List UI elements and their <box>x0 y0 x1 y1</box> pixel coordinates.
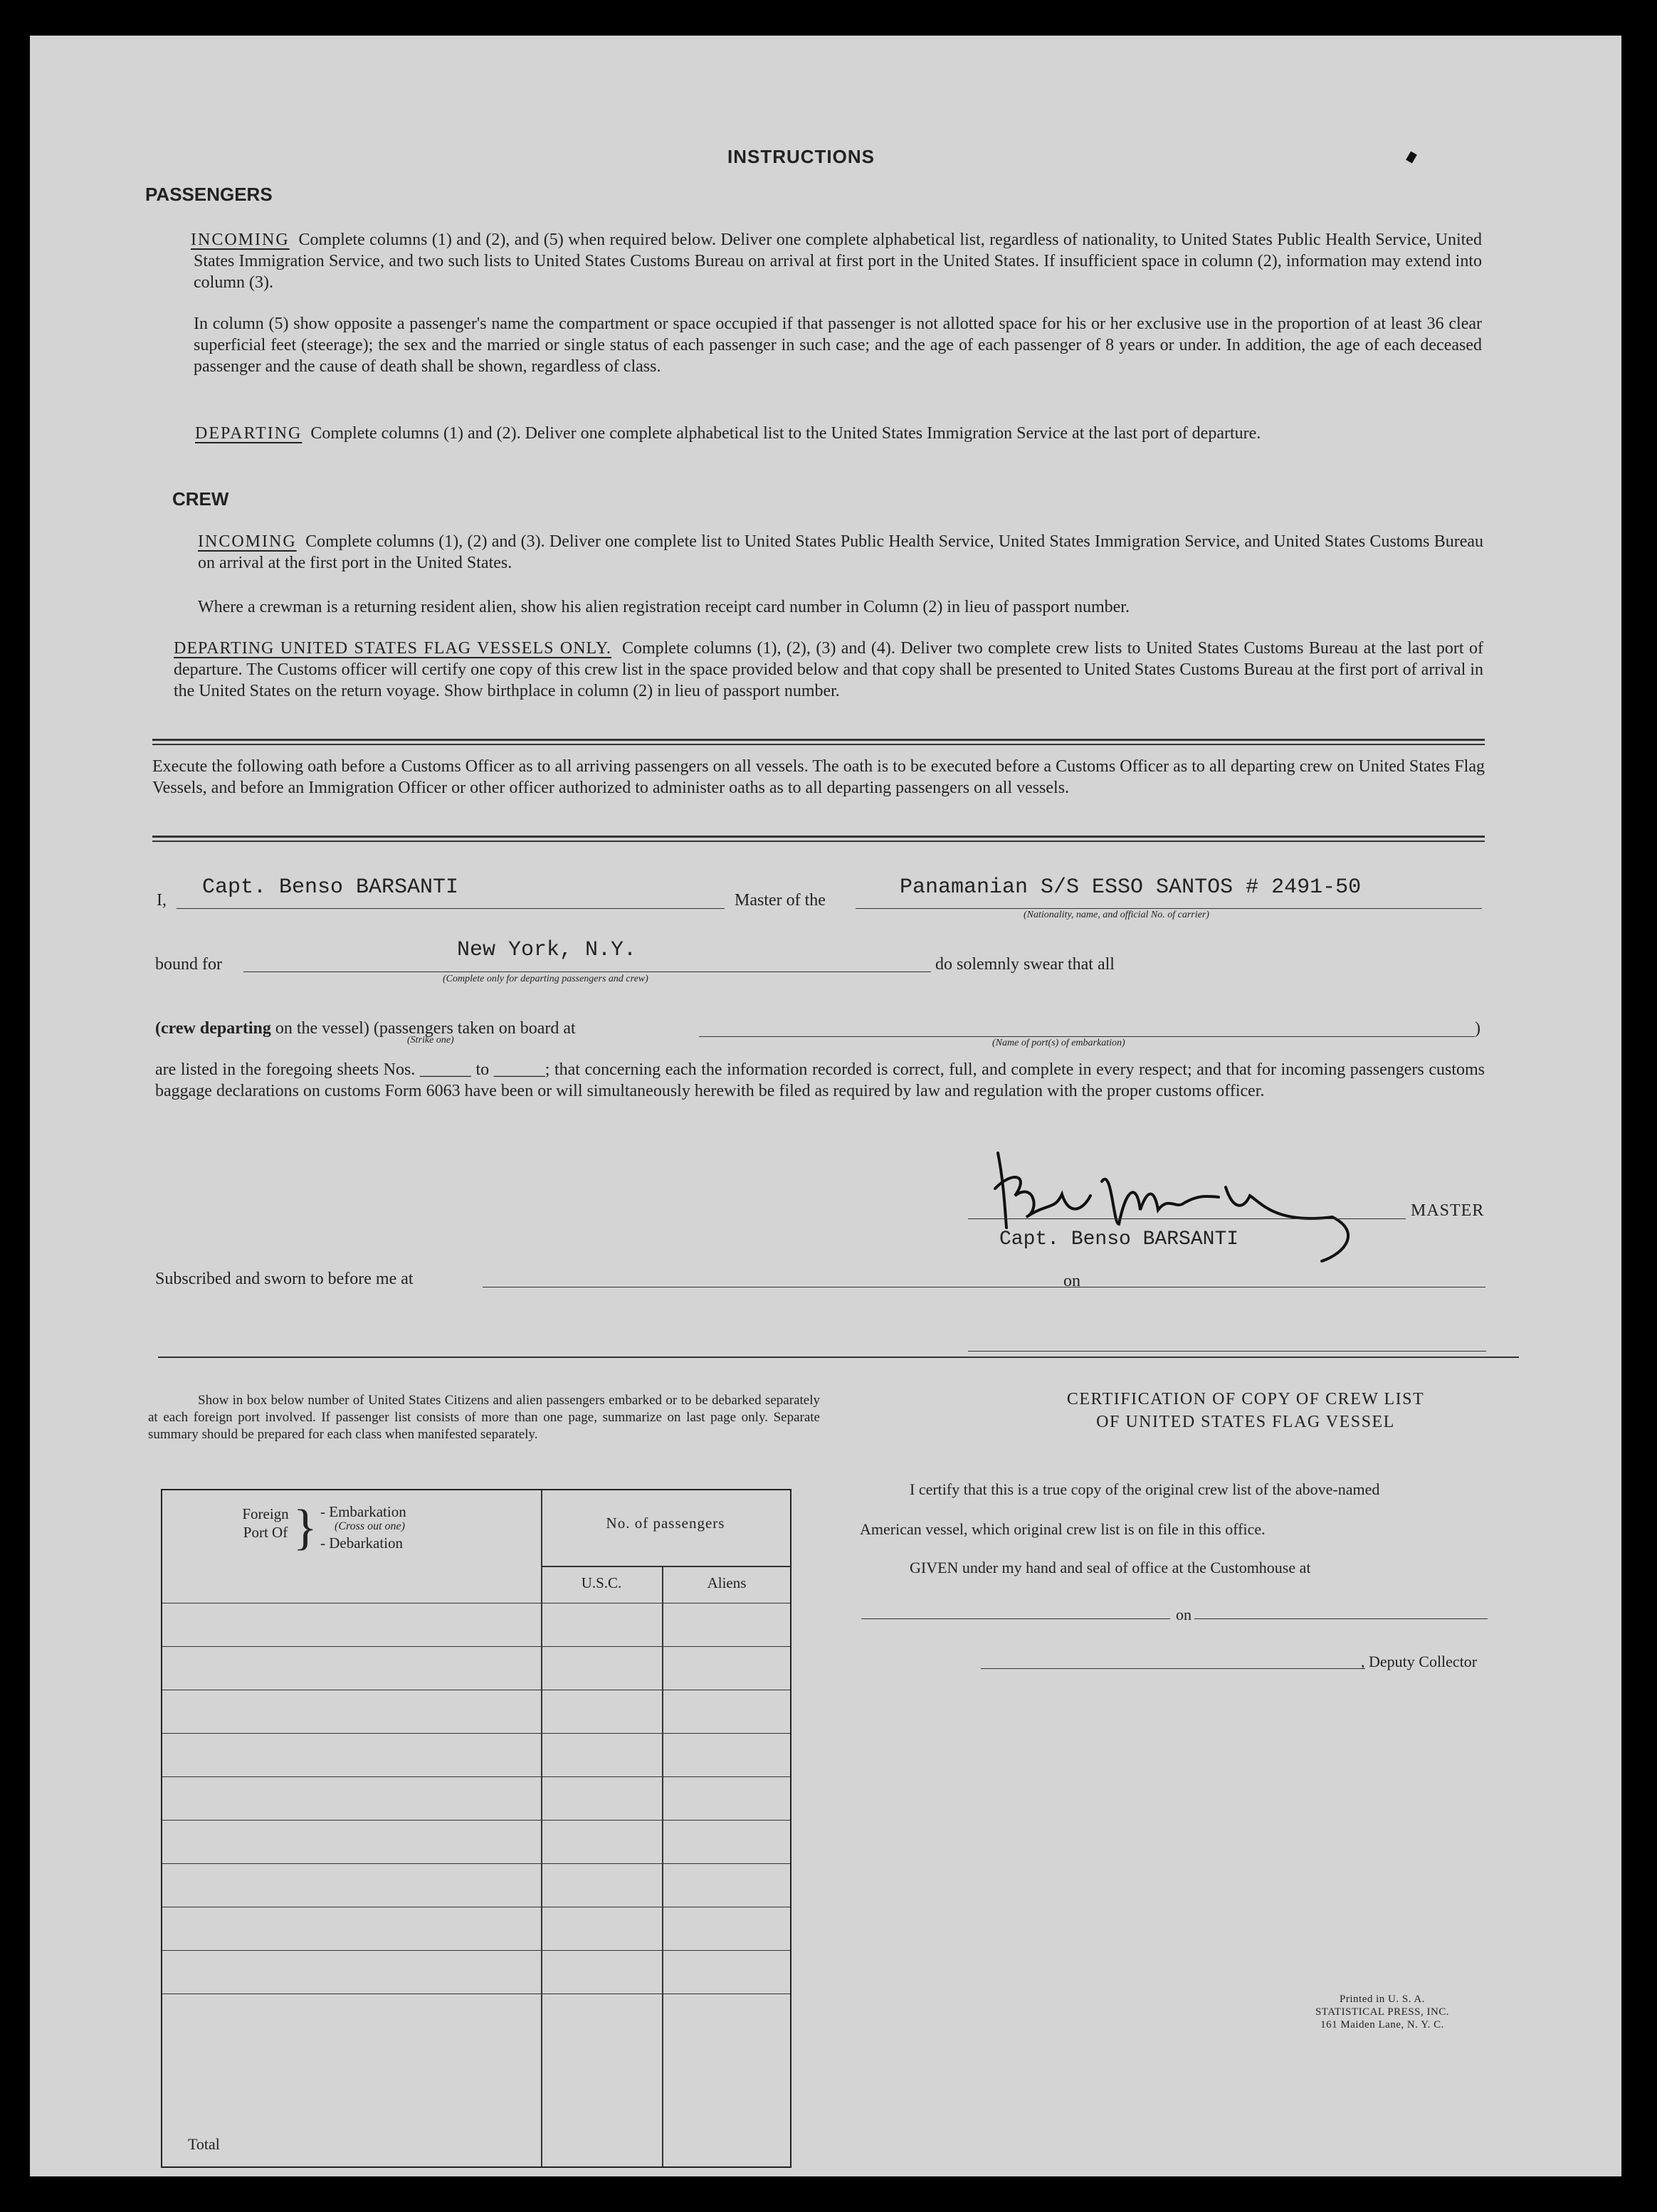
swear-label: do solemnly swear that all <box>935 955 1115 974</box>
debarkation-label: - Debarkation <box>320 1534 404 1552</box>
ports-caption: (Name of port(s) of embarkation) <box>992 1038 1125 1048</box>
summary-instructions: Show in box below number of United States Citizens and alien passengers embarked or to be debarked separately at each foreign port involved. If passenger list consists of more than one page, summarize on last page only. Separate summary should be prepared for each class when manifested separately. <box>148 1393 820 1442</box>
master-name-field[interactable]: Capt. Benso BARSANTI <box>202 875 459 900</box>
divider-oath-2 <box>152 841 1485 842</box>
certification-on-label: on <box>1176 1606 1192 1623</box>
passengers-departing-label: DEPARTING <box>195 424 303 443</box>
ports-line <box>699 1035 1475 1037</box>
cross-out-caption: (Cross out one) <box>335 1520 405 1532</box>
certification-heading-line2: OF UNITED STATES FLAG VESSEL <box>1096 1413 1395 1431</box>
vessel-field[interactable]: Panamanian S/S ESSO SANTOS # 2491-50 <box>900 875 1362 900</box>
crew-departing-paragraph <box>174 638 1483 702</box>
crew-departing-line <box>155 1018 576 1039</box>
divider-top <box>152 739 1485 741</box>
officer-signature-line[interactable] <box>968 1349 1486 1352</box>
table-row[interactable] <box>162 1776 790 1777</box>
divider-top-2 <box>152 744 1485 745</box>
strike-caption: (Strike one) <box>407 1035 454 1046</box>
crew-resident-paragraph: Where a crewman is a returning resident alien, show his alien registration receipt card number in Column (2) in lieu of passport number. <box>198 598 1130 616</box>
bound-for-field[interactable]: New York, N.Y. <box>457 938 637 962</box>
subscribed-date-line[interactable] <box>1083 1285 1485 1287</box>
passengers-incoming-label: INCOMING <box>191 231 290 249</box>
close-paren: ) <box>1475 1019 1480 1038</box>
embarkation-label: - Embarkation <box>320 1503 406 1520</box>
table-row[interactable] <box>162 1646 790 1647</box>
signature-typed-name: Capt. Benso BARSANTI <box>999 1228 1239 1250</box>
master-label: MASTER <box>1411 1201 1485 1220</box>
crew-incoming-paragraph <box>198 531 1483 574</box>
vessel-caption: (Nationality, name, and official No. of carrier) <box>1024 910 1209 920</box>
ink-mark <box>1406 151 1417 163</box>
instructions-title: INSTRUCTIONS <box>727 146 875 167</box>
certification-heading <box>890 1388 1601 1433</box>
certification-text1: I certify that this is a true copy of the original crew list of the above-named <box>910 1480 1380 1498</box>
bound-for-line <box>243 970 931 972</box>
printer-imprint <box>1240 1993 1525 2031</box>
foreign-port-label: Foreign Port Of <box>242 1505 289 1541</box>
deputy-signature-line[interactable] <box>981 1667 1365 1669</box>
printer-line2: STATISTICAL PRESS, INC. <box>1315 2006 1450 2018</box>
usc-header: U.S.C. <box>581 1574 622 1591</box>
aliens-header: Aliens <box>707 1574 747 1591</box>
passengers-departing-paragraph <box>195 423 1482 444</box>
deputy-collector-label: , Deputy Collector <box>1361 1653 1478 1670</box>
certification-text3: GIVEN under my hand and seal of office at the Customhouse at <box>910 1559 1311 1576</box>
listed-paragraph: are listed in the foregoing sheets Nos. ______ to ______; that concerning each the information recorded is correct, full, and complete in every respect; and that for incoming passengers customs baggage declarations on customs Form 6063 have been or will simultaneously herewith be filed as required by law and regulation with the proper customs officer. <box>155 1060 1485 1100</box>
certification-text2: American vessel, which original crew list is on file in this office. <box>860 1520 1266 1538</box>
table-row[interactable] <box>162 1733 790 1734</box>
table-row[interactable] <box>162 1863 790 1864</box>
crew-departing-rest: on the vessel) (passengers taken on board at <box>275 1019 576 1038</box>
subscribed-place-line[interactable] <box>483 1285 1083 1287</box>
printer-line3: 161 Maiden Lane, N. Y. C. <box>1320 2019 1444 2031</box>
signature-line <box>968 1217 1406 1219</box>
printer-line1: Printed in U. S. A. <box>1340 1994 1425 2005</box>
crew-departing-text: Complete columns (1), (2), (3) and (4). Deliver two complete crew lists to United States Customs Bureau at the last port of departure. The Customs officer will certify one copy of this crew list in the space provided below and that copy shall be presented to United States Customs Bureau at the first port of arrival in the United States on the return voyage. Show birthplace in column (2) in lieu of passport number. <box>174 639 1483 700</box>
brace-icon: } <box>293 1500 317 1555</box>
passengers-departing-text: Complete columns (1) and (2). Deliver one complete alphabetical list to the United States Immigration Service at the last port of departure. <box>310 424 1261 443</box>
vessel-line <box>856 907 1482 909</box>
header-subdivider <box>541 1566 790 1567</box>
i-label: I, <box>157 891 167 910</box>
passengers-column5-paragraph: In column (5) show opposite a passenger's name the compartment or space occupied if that passenger is not allotted space for his or her exclusive use in the proportion of at least 36 clear superficial feet (steerage); the sex and the married or single status of each passenger in such case; and the age of each passenger of 8 years or under. In addition, the age of each deceased passenger and the cause of death shall be shown, regardless of class. <box>194 315 1482 376</box>
passengers-incoming-paragraph <box>191 229 1483 293</box>
table-row[interactable] <box>162 1950 790 1951</box>
crew-heading: CREW <box>172 488 229 510</box>
crew-incoming-text: Complete columns (1), (2) and (3). Deliver one complete list to United States Public Health Service, United States Immigration Service, and United States Customs Bureau on arrival at the first port in the United States. <box>198 532 1484 572</box>
bound-for-label: bound for <box>155 955 222 974</box>
crew-departing-bold: (crew departing <box>155 1019 271 1038</box>
passenger-summary-table <box>161 1489 791 2168</box>
oath-intro: Execute the following oath before a Customs Officer as to all arriving passengers on all vessels. The oath is to be executed before a Customs Officer as to all departing crew on United States Flag Vessels, and before an Immigration Officer or other officer authorized to administer oaths as to all departing passengers on all vessels. <box>152 757 1485 797</box>
bound-for-caption: (Complete only for departing passengers and crew) <box>443 974 648 984</box>
divider-oath <box>152 836 1485 838</box>
certification-date-line[interactable] <box>1194 1617 1488 1619</box>
divider-bottom <box>158 1357 1519 1358</box>
table-row[interactable] <box>162 1820 790 1821</box>
no-passengers-header: No. of passengers <box>606 1515 725 1532</box>
certification-place-line[interactable] <box>861 1617 1170 1619</box>
master-of-label: Master of the <box>735 891 826 910</box>
master-name-line <box>177 907 725 909</box>
crew-departing-label: DEPARTING UNITED STATES FLAG VESSELS ONLY. <box>174 639 612 658</box>
form-page <box>30 36 1621 2176</box>
subscribed-label: Subscribed and sworn to before me at <box>155 1270 414 1288</box>
subscribed-on-label: on <box>1063 1272 1080 1290</box>
passengers-heading: PASSENGERS <box>145 184 273 205</box>
crew-incoming-label: INCOMING <box>198 532 297 551</box>
certification-heading-line1: CERTIFICATION OF COPY OF CREW LIST <box>1066 1390 1425 1408</box>
passengers-incoming-text: Complete columns (1) and (2), and (5) when required below. Deliver one complete alphabetical list, regardless of nationality, to United States Public Health Service, United States Immigration Service, and two such lists to United States Customs Bureau on arrival at first port in the United States. If insufficient space in column (2), information may extend into column (3). <box>194 231 1483 292</box>
col-divider-2 <box>662 1567 663 2166</box>
total-label: Total <box>188 2135 220 2153</box>
